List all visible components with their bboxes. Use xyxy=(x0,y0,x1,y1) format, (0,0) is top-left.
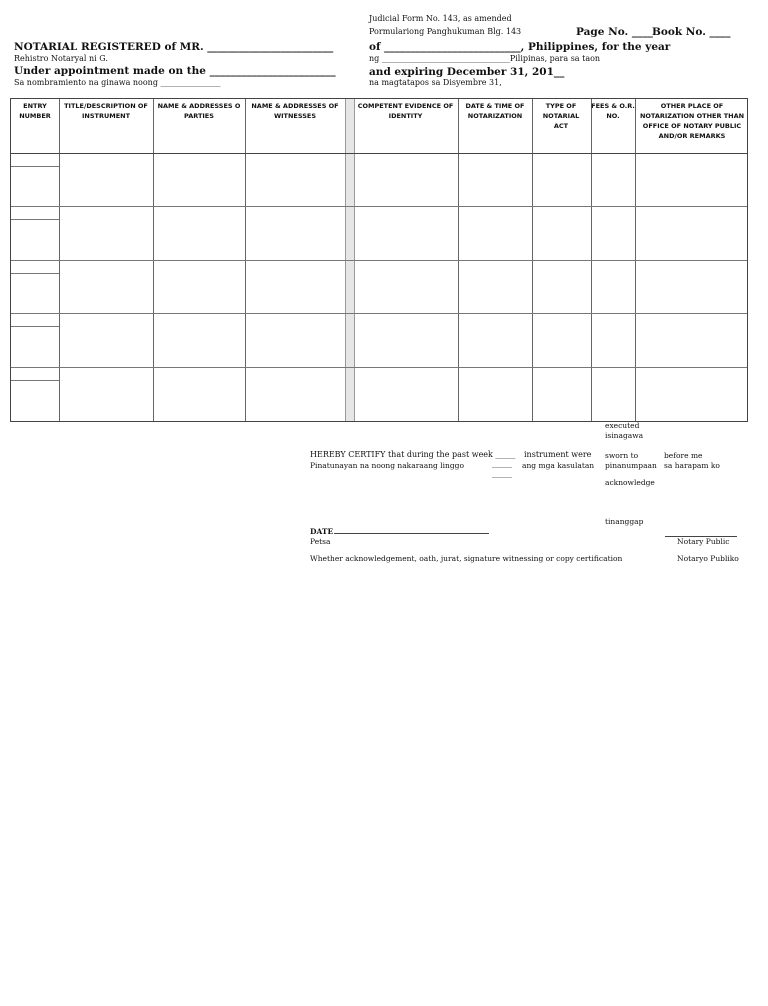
sworn-label: sworn to xyxy=(605,451,639,460)
hereby-certify: HEREBY CERTIFY that during the past week _____ xyxy=(310,450,516,459)
executed-label-tl: isinagawa xyxy=(605,431,644,440)
whether-note: Whether acknowledgement, oath, jurat, signature witnessing or copy certification xyxy=(310,554,623,563)
col-type-act: TYPE OF NOTARIAL ACT xyxy=(542,102,580,130)
form-number: Judicial Form No. 143, as amended xyxy=(369,14,512,23)
date-label: DATE xyxy=(310,527,334,536)
of-province-line-tl: ng ________________________________Pilipinas, para sa taon xyxy=(369,54,601,63)
sworn-label-tl: pinanumpaan xyxy=(605,461,657,470)
col-entry-number: ENTRY NUMBER xyxy=(19,102,51,120)
notarial-registered-tl: Rehistro Notaryal ni G. xyxy=(14,54,108,63)
acknowledge-label: acknowledge xyxy=(605,478,655,487)
col-fees: FEES & O.R. NO. xyxy=(591,102,635,120)
col-title-description: TITLE/DESCRIPTION OF INSTRUMENT xyxy=(64,102,148,120)
notarial-register-table xyxy=(10,98,748,422)
before-me-label-tl: sa harapam ko xyxy=(664,461,720,470)
acknowledge-label-tl: tinanggap xyxy=(605,517,644,526)
date-label-tl: Petsa xyxy=(310,537,331,546)
of-province-line: of __________________________, Philippines, for the year xyxy=(369,41,671,53)
page-number: Page No. ____ xyxy=(576,26,653,38)
blank-line-2: _____ xyxy=(492,459,512,468)
col-evidence-identity: COMPETENT EVIDENCE OF IDENTITY xyxy=(357,102,454,120)
col-parties: NAME & ADDRESSES O PARTIES xyxy=(157,102,241,120)
executed-label: executed xyxy=(605,421,640,430)
instrument-label-tl: ang mga kasulatan xyxy=(522,461,595,470)
col-date-time: DATE & TIME OF NOTARIZATION xyxy=(465,102,525,120)
notarial-registered: NOTARIAL REGISTERED of MR. ________________________ xyxy=(14,41,334,53)
hereby-certify-tl: Pinatunayan na noong nakaraang linggo xyxy=(310,461,464,470)
blank-line-3: _____ xyxy=(492,469,512,478)
before-me-label: before me xyxy=(664,451,703,460)
notary-public-label: Notary Public xyxy=(677,537,730,546)
appointment-line: Under appointment made on the ________________________ xyxy=(14,65,336,77)
date-signature-line xyxy=(334,533,489,534)
expiring-line-tl: na magtatapos sa Disyembre 31, xyxy=(369,78,502,87)
col-witnesses: NAME & ADDRESSES OF WITNESSES xyxy=(251,102,339,120)
appointment-line-tl: Sa nombramiento na ginawa noong _______________ xyxy=(14,78,221,87)
col-other-place: OTHER PLACE OF NOTARIZATION OTHER THAN OFFICE OF NOTARY PUBLIC AND/OR REMARKS xyxy=(639,102,745,140)
form-number-tl: Pormulariong Panghukuman Blg. 143 xyxy=(369,27,522,36)
instrument-label: instrument were xyxy=(524,450,592,459)
notary-public-label-tl: Notaryo Publiko xyxy=(677,554,739,563)
expiring-line: and expiring December 31, 201__ xyxy=(369,66,565,78)
book-number: Book No. ____ xyxy=(652,26,731,38)
